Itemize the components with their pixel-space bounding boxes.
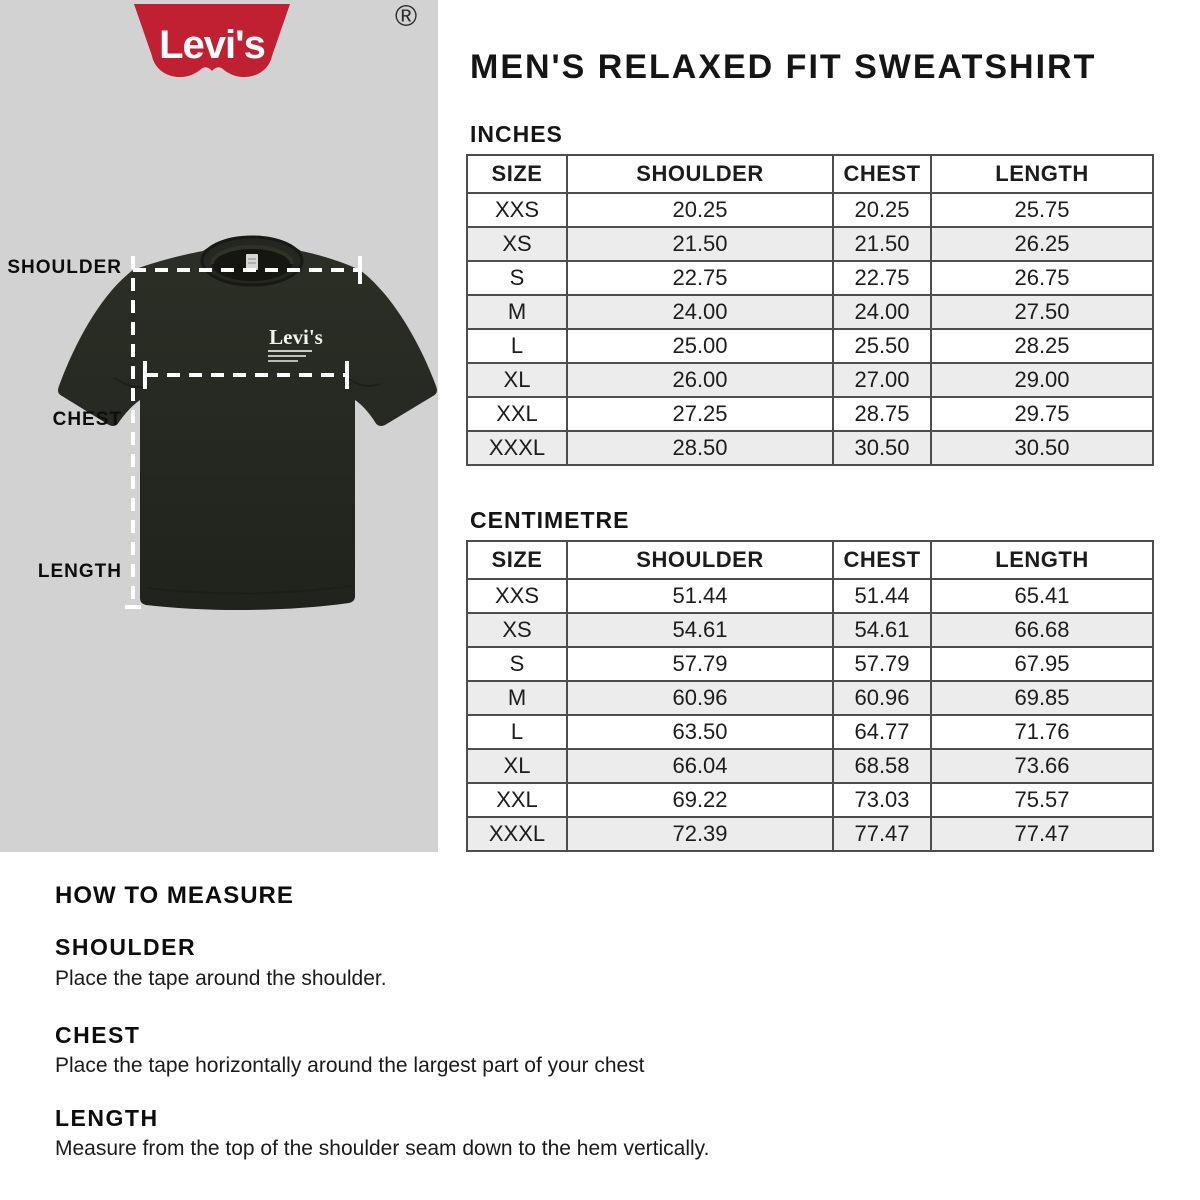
size-cell: S: [467, 647, 567, 681]
size-cell: M: [467, 295, 567, 329]
column-header: SHOULDER: [567, 541, 833, 579]
table-row: [467, 193, 1153, 227]
table-row: [467, 227, 1153, 261]
value-cell: 68.58: [833, 749, 931, 783]
column-header: SIZE: [467, 541, 567, 579]
size-cell: XXS: [467, 193, 567, 227]
value-cell: 22.75: [567, 261, 833, 295]
table-row: [467, 749, 1153, 783]
batwing-icon: [132, 4, 292, 86]
how-to-measure-title: HOW TO MEASURE: [55, 882, 294, 909]
value-cell: 75.57: [931, 783, 1153, 817]
howto-chest-text: Place the tape horizontally around the largest part of your chest: [55, 1054, 645, 1077]
inches-table-label: INCHES: [470, 121, 563, 147]
table-row: [467, 431, 1153, 465]
neck-tag: [246, 254, 258, 270]
inches-size-table: [466, 154, 1154, 466]
table-row: [467, 329, 1153, 363]
howto-length-text: Measure from the top of the shoulder seam down to the hem vertically.: [55, 1137, 710, 1160]
table-row: [467, 715, 1153, 749]
value-cell: 30.50: [833, 431, 931, 465]
value-cell: 24.00: [567, 295, 833, 329]
value-cell: 30.50: [931, 431, 1153, 465]
value-cell: 21.50: [833, 227, 931, 261]
size-cell: XXL: [467, 783, 567, 817]
column-header: CHEST: [833, 541, 931, 579]
shirt-logo-text: Levi's: [269, 325, 323, 349]
value-cell: 25.75: [931, 193, 1153, 227]
value-cell: 60.96: [567, 681, 833, 715]
header-row: [467, 541, 1153, 579]
size-cell: XXS: [467, 579, 567, 613]
value-cell: 26.25: [931, 227, 1153, 261]
table-row: [467, 647, 1153, 681]
value-cell: 27.25: [567, 397, 833, 431]
value-cell: 54.61: [567, 613, 833, 647]
length-diagram-label: LENGTH: [37, 561, 122, 582]
table-row: [467, 613, 1153, 647]
value-cell: 29.00: [931, 363, 1153, 397]
value-cell: 69.85: [931, 681, 1153, 715]
value-cell: 73.03: [833, 783, 931, 817]
table-row: [467, 783, 1153, 817]
table-row: [467, 397, 1153, 431]
howto-shoulder-text: Place the tape around the shoulder.: [55, 967, 387, 990]
value-cell: 25.00: [567, 329, 833, 363]
header-row: [467, 155, 1153, 193]
value-cell: 65.41: [931, 579, 1153, 613]
size-cell: XXL: [467, 397, 567, 431]
value-cell: 26.75: [931, 261, 1153, 295]
levis-logo: [132, 0, 418, 86]
table-row: [467, 363, 1153, 397]
value-cell: 22.75: [833, 261, 931, 295]
howto-chest-heading: CHEST: [55, 1022, 141, 1048]
value-cell: 54.61: [833, 613, 931, 647]
value-cell: 57.79: [833, 647, 931, 681]
value-cell: 69.22: [567, 783, 833, 817]
value-cell: 20.25: [567, 193, 833, 227]
chest-diagram-label: CHEST: [52, 409, 122, 430]
table-row: [467, 817, 1153, 851]
size-cell: M: [467, 681, 567, 715]
value-cell: 66.68: [931, 613, 1153, 647]
centimetre-size-table: [466, 540, 1154, 852]
value-cell: 29.75: [931, 397, 1153, 431]
value-cell: 77.47: [833, 817, 931, 851]
value-cell: 28.25: [931, 329, 1153, 363]
column-header: LENGTH: [931, 155, 1153, 193]
value-cell: 67.95: [931, 647, 1153, 681]
value-cell: 25.50: [833, 329, 931, 363]
size-cell: XXXL: [467, 431, 567, 465]
column-header: LENGTH: [931, 541, 1153, 579]
shoulder-diagram-label: SHOULDER: [7, 257, 122, 278]
value-cell: 51.44: [833, 579, 931, 613]
centimetre-table-label: CENTIMETRE: [470, 507, 630, 533]
value-cell: 72.39: [567, 817, 833, 851]
size-cell: XL: [467, 363, 567, 397]
size-cell: XS: [467, 227, 567, 261]
value-cell: 26.00: [567, 363, 833, 397]
value-cell: 57.79: [567, 647, 833, 681]
column-header: CHEST: [833, 155, 931, 193]
value-cell: 71.76: [931, 715, 1153, 749]
table-row: [467, 579, 1153, 613]
logo-wordmark: Levi's: [159, 23, 265, 67]
value-cell: 28.50: [567, 431, 833, 465]
value-cell: 77.47: [931, 817, 1153, 851]
value-cell: 21.50: [567, 227, 833, 261]
size-cell: XXXL: [467, 817, 567, 851]
value-cell: 51.44: [567, 579, 833, 613]
value-cell: 60.96: [833, 681, 931, 715]
value-cell: 28.75: [833, 397, 931, 431]
registered-trademark-icon: ®: [395, 0, 418, 33]
column-header: SIZE: [467, 155, 567, 193]
howto-length-heading: LENGTH: [55, 1105, 159, 1131]
page-title: MEN'S RELAXED FIT SWEATSHIRT: [470, 48, 1097, 86]
value-cell: 63.50: [567, 715, 833, 749]
size-cell: S: [467, 261, 567, 295]
table-row: [467, 261, 1153, 295]
column-header: SHOULDER: [567, 155, 833, 193]
value-cell: 27.50: [931, 295, 1153, 329]
value-cell: 73.66: [931, 749, 1153, 783]
value-cell: 24.00: [833, 295, 931, 329]
table-row: [467, 295, 1153, 329]
size-cell: XS: [467, 613, 567, 647]
size-cell: L: [467, 715, 567, 749]
size-cell: L: [467, 329, 567, 363]
value-cell: 20.25: [833, 193, 931, 227]
howto-shoulder-heading: SHOULDER: [55, 934, 197, 960]
size-cell: XL: [467, 749, 567, 783]
value-cell: 27.00: [833, 363, 931, 397]
value-cell: 64.77: [833, 715, 931, 749]
table-row: [467, 681, 1153, 715]
value-cell: 66.04: [567, 749, 833, 783]
